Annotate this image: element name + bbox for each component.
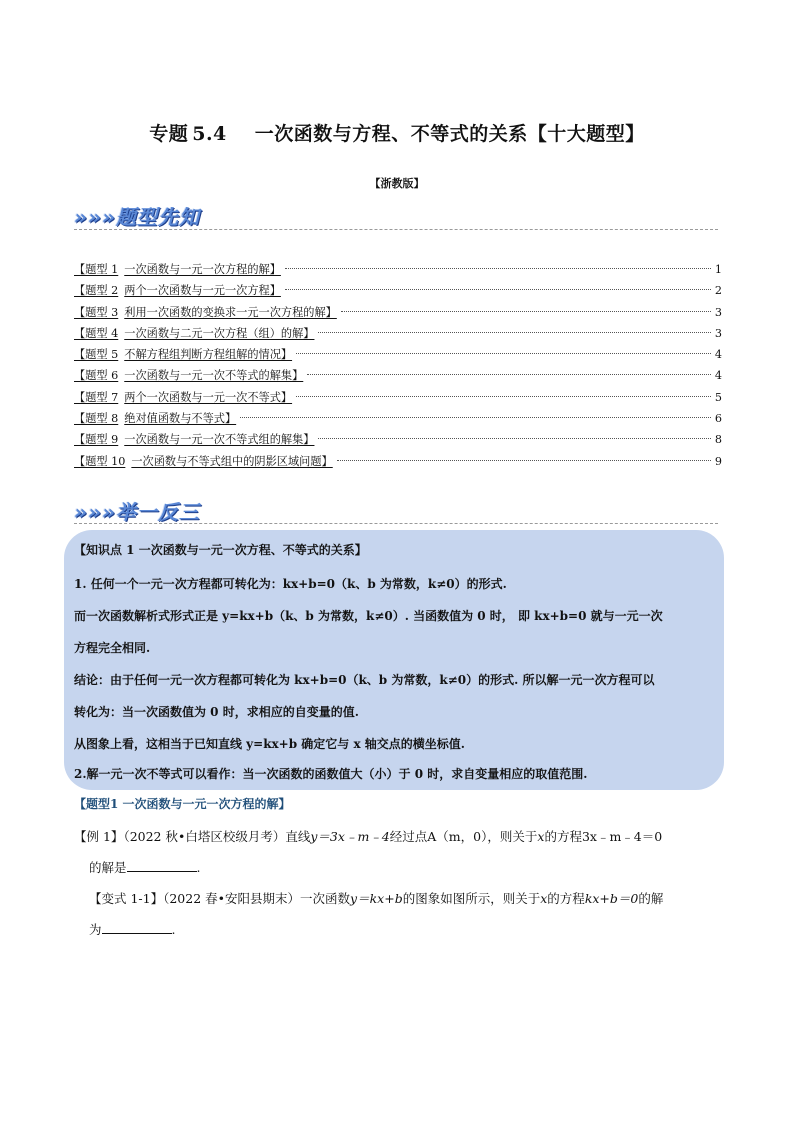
toc-item-label xyxy=(74,387,292,408)
toc-item-title: 一次函数与二元一次方程（组）的解】 xyxy=(124,326,315,340)
toc-item-label xyxy=(74,408,236,429)
example-source: （2022 秋•白塔区校级月考） xyxy=(123,829,286,844)
knowledge-heading: 【知识点 1 一次函数与一元一次方程、不等式的关系】 xyxy=(74,543,367,557)
toc-item-number: 【题型 6 xyxy=(74,369,119,383)
toc-item-title: 两个一次函数与一元一次方程】 xyxy=(124,284,281,298)
toc-item-number: 【题型 5 xyxy=(74,348,119,362)
point-label: A（m，0） xyxy=(427,829,488,844)
toc-item-label xyxy=(74,280,281,301)
equation: kx+b＝0 xyxy=(584,891,639,906)
knowledge-line: 2.解一元一次不等式可以看作：当一次函数的函数值大（小）于 0 时，求自变量相应的取值范围. xyxy=(74,767,588,781)
variant-source: （2022 春•安阳县期末） xyxy=(163,891,301,906)
toc-item-label xyxy=(74,323,314,344)
toc-item[interactable] xyxy=(74,408,722,429)
knowledge-line: 方程完全相同. xyxy=(74,641,151,655)
knowledge-line: 从图象上看，这相当于已知直线 y=kx+b 确定它与 x 轴交点的横坐标值. xyxy=(74,737,465,751)
toc-item-number: 【题型 9 xyxy=(74,433,119,447)
toc-page-number: 5 xyxy=(714,390,722,404)
toc-item-title: 两个一次函数与一元一次不等式】 xyxy=(124,390,293,404)
answer-blank[interactable] xyxy=(102,921,172,934)
toc-item[interactable] xyxy=(74,259,722,280)
banner-divider xyxy=(74,523,718,524)
variant-tag: 【变式 1-1】 xyxy=(89,891,164,906)
toc-item[interactable] xyxy=(74,344,722,365)
equation: y＝kx+b xyxy=(350,891,403,906)
toc-page-number: 2 xyxy=(714,284,722,298)
toc-item-number: 【题型 7 xyxy=(74,390,119,404)
toc-item-number: 【题型 8 xyxy=(74,412,119,426)
equation: 3x﹣m﹣4＝0 xyxy=(581,829,663,844)
question-text: 直线 xyxy=(285,829,311,844)
table-of-contents xyxy=(74,259,722,472)
knowledge-line: 转化为：当一次函数值为 0 时，求相应的自变量的值. xyxy=(74,705,359,719)
answer-blank[interactable] xyxy=(127,859,197,872)
toc-leader-dots xyxy=(307,374,711,375)
toc-page-number: 6 xyxy=(714,412,722,426)
example-answer-line: 的解是 . xyxy=(89,860,201,875)
toc-item-label xyxy=(74,302,337,323)
toc-item-number: 【题型 10 xyxy=(74,454,126,468)
toc-item-number: 【题型 3 xyxy=(74,305,119,319)
question-text: ，则关于 xyxy=(487,829,538,844)
toc-leader-dots xyxy=(318,438,710,439)
toc-item[interactable] xyxy=(74,387,722,408)
toc-page-number: 9 xyxy=(714,454,722,468)
page-title xyxy=(0,119,794,146)
toc-leader-dots xyxy=(318,332,710,333)
title-main: 一次函数与方程、不等式的关系【十大题型】 xyxy=(254,123,645,145)
knowledge-line: 1. 任何一个一元一次方程都可转化为：kx+b=0（k、b 为常数，k≠0）的形式. xyxy=(74,577,507,591)
toc-leader-dots xyxy=(296,353,711,354)
toc-item-title: 绝对值函数与不等式】 xyxy=(124,412,237,426)
toc-item-label xyxy=(74,365,303,386)
toc-item-label xyxy=(74,259,281,280)
variant-answer-line: 为 . xyxy=(89,922,176,937)
toc-item-number: 【题型 2 xyxy=(74,284,119,298)
equation: y＝3x﹣m﹣4 xyxy=(310,829,390,844)
question-text: 的方程 xyxy=(547,891,585,906)
toc-item[interactable] xyxy=(74,280,722,301)
knowledge-line: 结论：由于任何一元一次方程都可转化为 kx+b=0（k、b 为常数，k≠0）的形式. 所以解一元一次方程可以 xyxy=(74,673,655,687)
question-text: 的解 xyxy=(638,891,664,906)
toc-item-label xyxy=(74,344,292,365)
toc-item-number: 【题型 1 xyxy=(74,263,119,276)
toc-leader-dots xyxy=(285,268,711,269)
toc-leader-dots xyxy=(341,311,711,312)
preview-banner: »»»题型先知 xyxy=(74,205,200,229)
toc-item-title: 一次函数与不等式组中的阴影区域问题】 xyxy=(131,454,333,468)
toc-item-title: 一次函数与一元一次不等式的解集】 xyxy=(124,369,304,383)
banner-divider xyxy=(74,229,718,230)
toc-item-title: 一次函数与一元一次方程的解】 xyxy=(124,263,281,276)
toc-item-number: 【题型 4 xyxy=(74,326,119,340)
toc-item[interactable] xyxy=(74,429,722,450)
variant-question xyxy=(89,889,663,907)
title-prefix: 专题 xyxy=(149,123,189,145)
variable: x xyxy=(540,891,548,906)
toc-item[interactable] xyxy=(74,323,722,344)
example-question xyxy=(74,827,662,845)
question-text: 的方程 xyxy=(544,829,582,844)
toc-item[interactable] xyxy=(74,302,722,323)
toc-item-label xyxy=(74,451,333,472)
question-text: 为 xyxy=(89,922,102,937)
practice-banner: »»»举一反三 xyxy=(74,500,200,524)
toc-page-number: 3 xyxy=(714,305,722,319)
toc-leader-dots xyxy=(240,417,711,418)
question-text: 的图象如图所示，则关于 xyxy=(402,891,541,906)
toc-page-number: 4 xyxy=(714,369,722,383)
toc-item[interactable] xyxy=(74,451,722,472)
edition-label: 【浙教版】 xyxy=(369,177,425,190)
toc-page-number: 4 xyxy=(714,348,722,362)
toc-page-number: 1 xyxy=(714,263,722,276)
toc-page-number: 3 xyxy=(714,326,722,340)
toc-leader-dots xyxy=(285,289,711,290)
toc-item-title: 一次函数与一元一次不等式组的解集】 xyxy=(124,433,315,447)
toc-leader-dots xyxy=(296,396,711,397)
toc-item[interactable] xyxy=(74,365,722,386)
question-text: 一次函数 xyxy=(300,891,351,906)
section-title: 【题型1 一次函数与一元一次方程的解】 xyxy=(74,797,291,811)
toc-page-number: 8 xyxy=(714,433,722,447)
example-tag: 【例 1】 xyxy=(74,829,124,844)
variable: x xyxy=(537,829,545,844)
knowledge-line: 而一次函数解析式形式正是 y=kx+b（k、b 为常数，k≠0）. 当函数值为 0 时， 即 kx+b=0 就与一元一次 xyxy=(74,609,663,623)
question-text: 经过点 xyxy=(389,829,428,844)
toc-item-title: 利用一次函数的变换求一元一次方程的解】 xyxy=(124,305,337,319)
toc-leader-dots xyxy=(337,460,711,461)
question-text: 的解是 xyxy=(89,860,127,875)
title-number: 5.4 xyxy=(192,123,227,145)
toc-item-label xyxy=(74,429,314,450)
toc-item-title: 不解方程组判断方程组解的情况】 xyxy=(124,348,293,362)
